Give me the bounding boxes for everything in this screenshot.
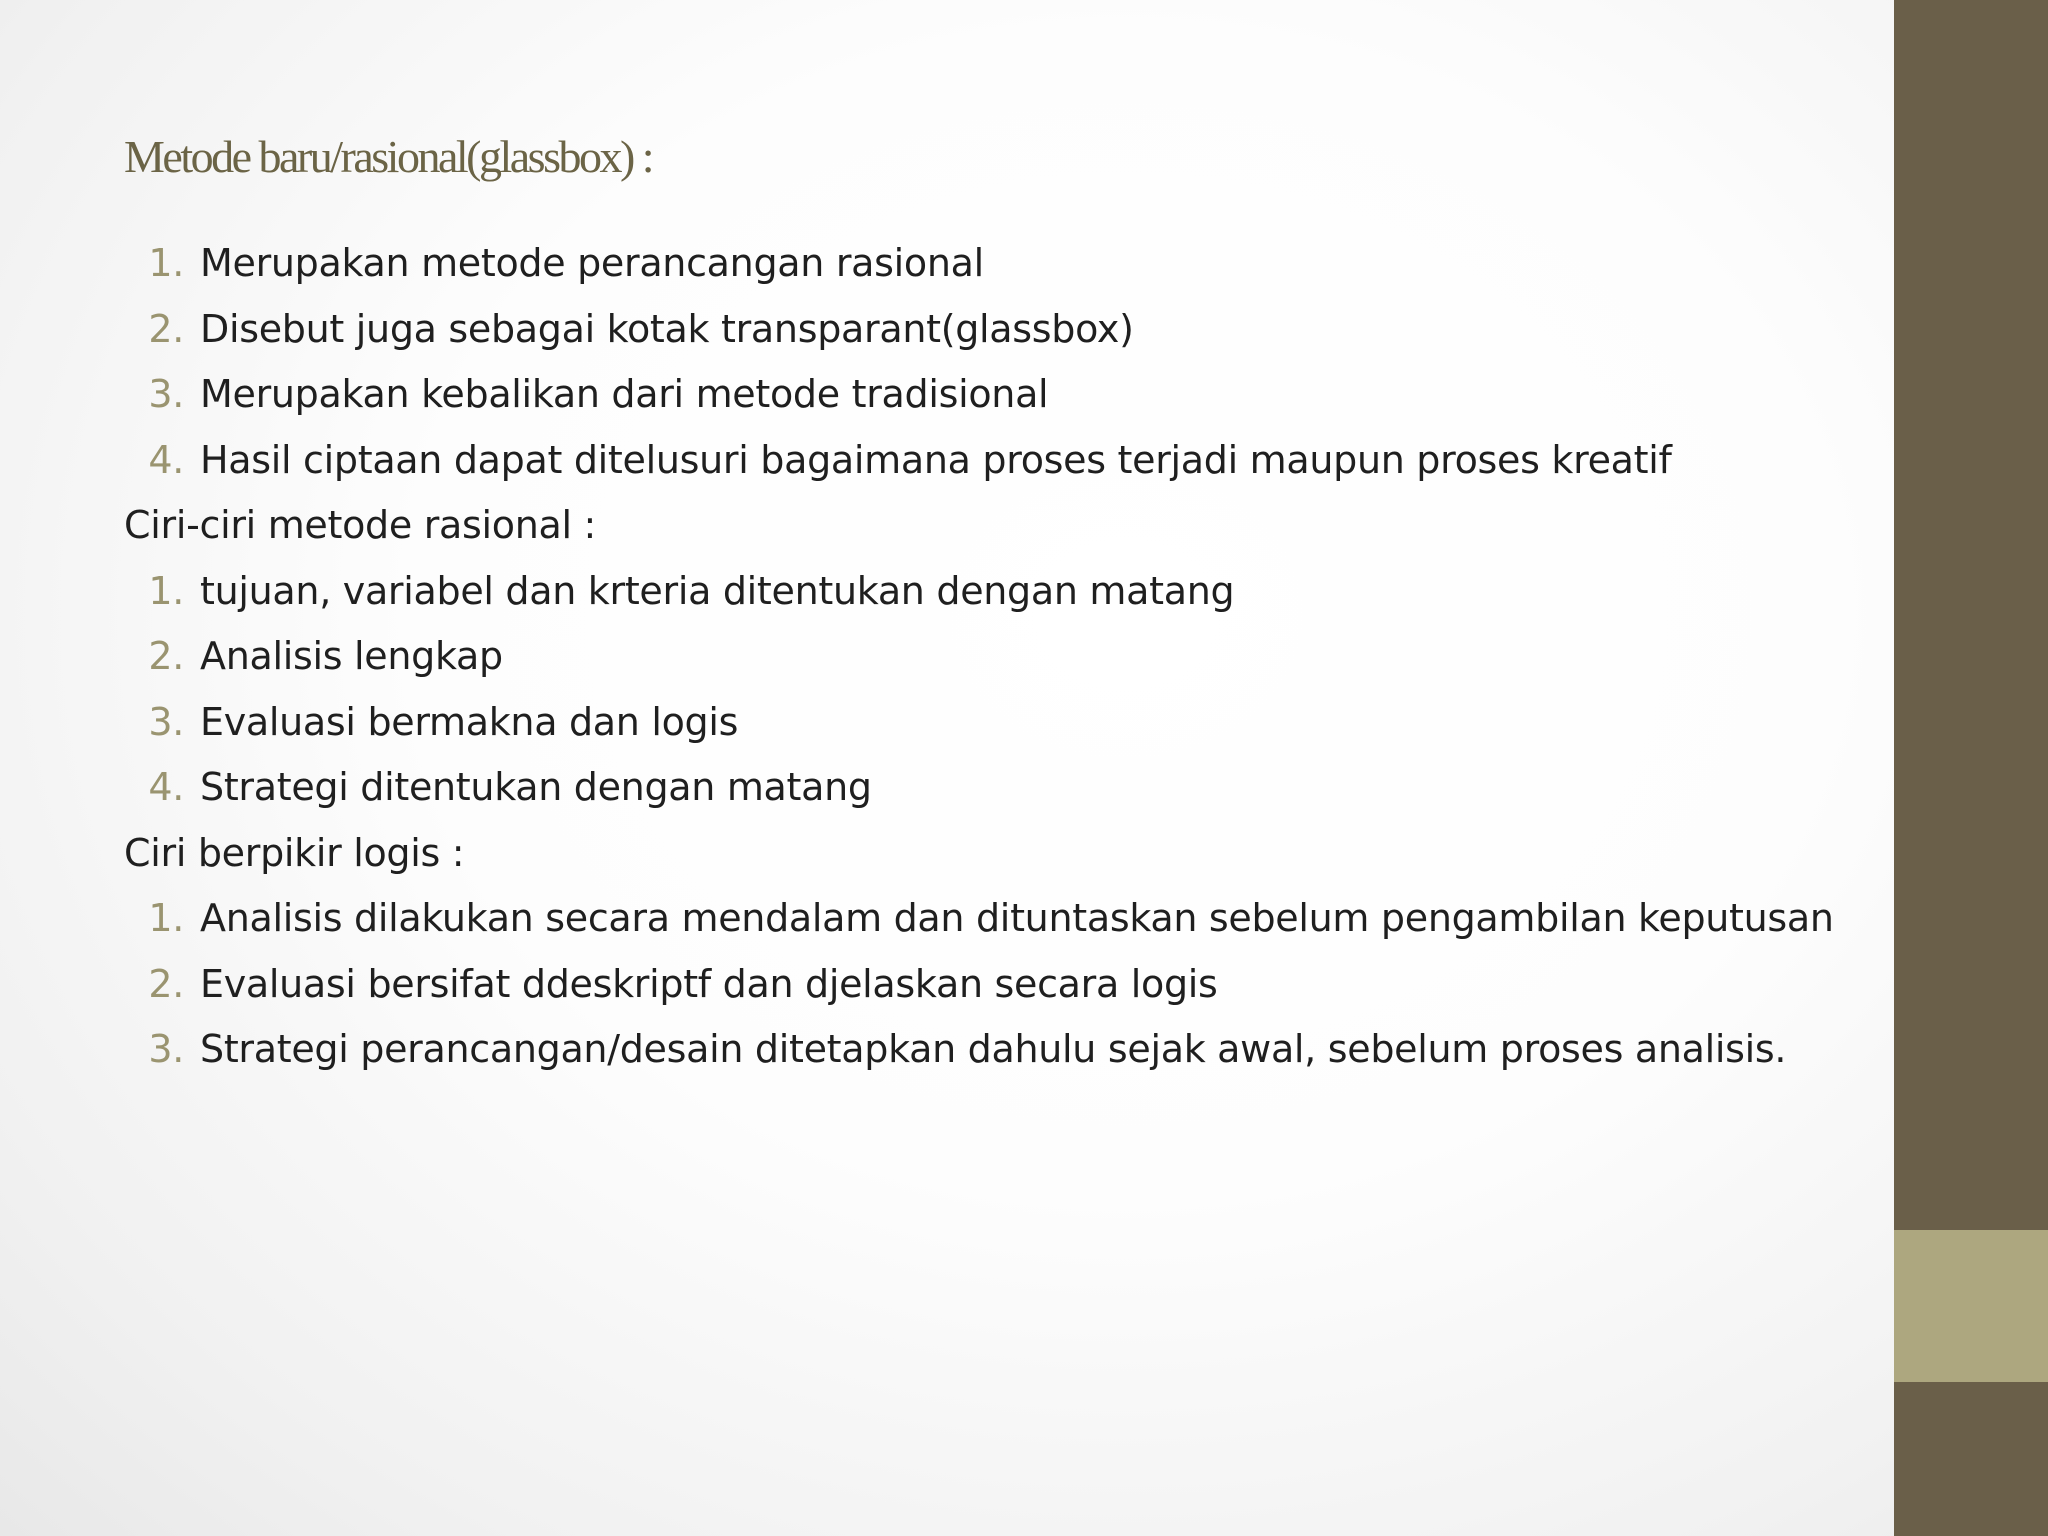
list-item (124, 231, 1864, 297)
list-item (124, 755, 1864, 821)
slide-title: Metode baru/rasional(glassbox) : (124, 131, 653, 182)
list-text: Merupakan kebalikan dari metode tradisional (200, 372, 1049, 416)
list-text: Strategi perancangan/desain ditetapkan dahulu sejak awal, sebelum proses analisis. (200, 1027, 1787, 1071)
list-number: 2. (148, 961, 184, 1006)
list-text: Evaluasi bermakna dan logis (200, 699, 739, 744)
decorative-sidebar-accent (1894, 1230, 2048, 1382)
list-item (124, 297, 1864, 363)
list-text: tujuan, variabel dan krteria ditentukan dengan matang (200, 568, 1235, 613)
list-item (124, 886, 1864, 952)
list-number: 1. (148, 896, 184, 940)
list-text: Merupakan metode perancangan rasional (200, 241, 984, 285)
list-number: 3. (148, 372, 184, 416)
list-number: 4. (148, 437, 184, 482)
list-text: Disebut juga sebagai kotak transparant(glassbox) (200, 306, 1134, 351)
list-number: 2. (148, 634, 184, 678)
list-number: 4. (148, 765, 184, 809)
list-item (124, 362, 1864, 428)
list-item (124, 559, 1864, 625)
section-heading: Ciri berpikir logis : (124, 830, 465, 875)
list-number: 1. (148, 568, 184, 613)
list-number: 3. (148, 1027, 184, 1071)
section-heading: Ciri-ciri metode rasional : (124, 503, 597, 547)
list-text: Strategi ditentukan dengan matang (200, 765, 872, 809)
slide-content (124, 231, 1864, 1083)
list-item (124, 690, 1864, 756)
list-item (124, 624, 1864, 690)
list-item (124, 952, 1864, 1018)
list-item (124, 428, 1864, 494)
list-number: 3. (148, 699, 184, 744)
list-number: 2. (148, 306, 184, 351)
list-text: Evaluasi bersifat ddeskriptf dan djelaskan secara logis (200, 961, 1218, 1006)
list-text: Analisis dilakukan secara mendalam dan dituntaskan sebelum pengambilan keputusan (200, 896, 1834, 940)
list-text: Analisis lengkap (200, 634, 503, 678)
list-text: Hasil ciptaan dapat ditelusuri bagaimana proses terjadi maupun proses kreatif (200, 437, 1672, 482)
list-item (124, 1017, 1864, 1083)
list-number: 1. (148, 241, 184, 285)
